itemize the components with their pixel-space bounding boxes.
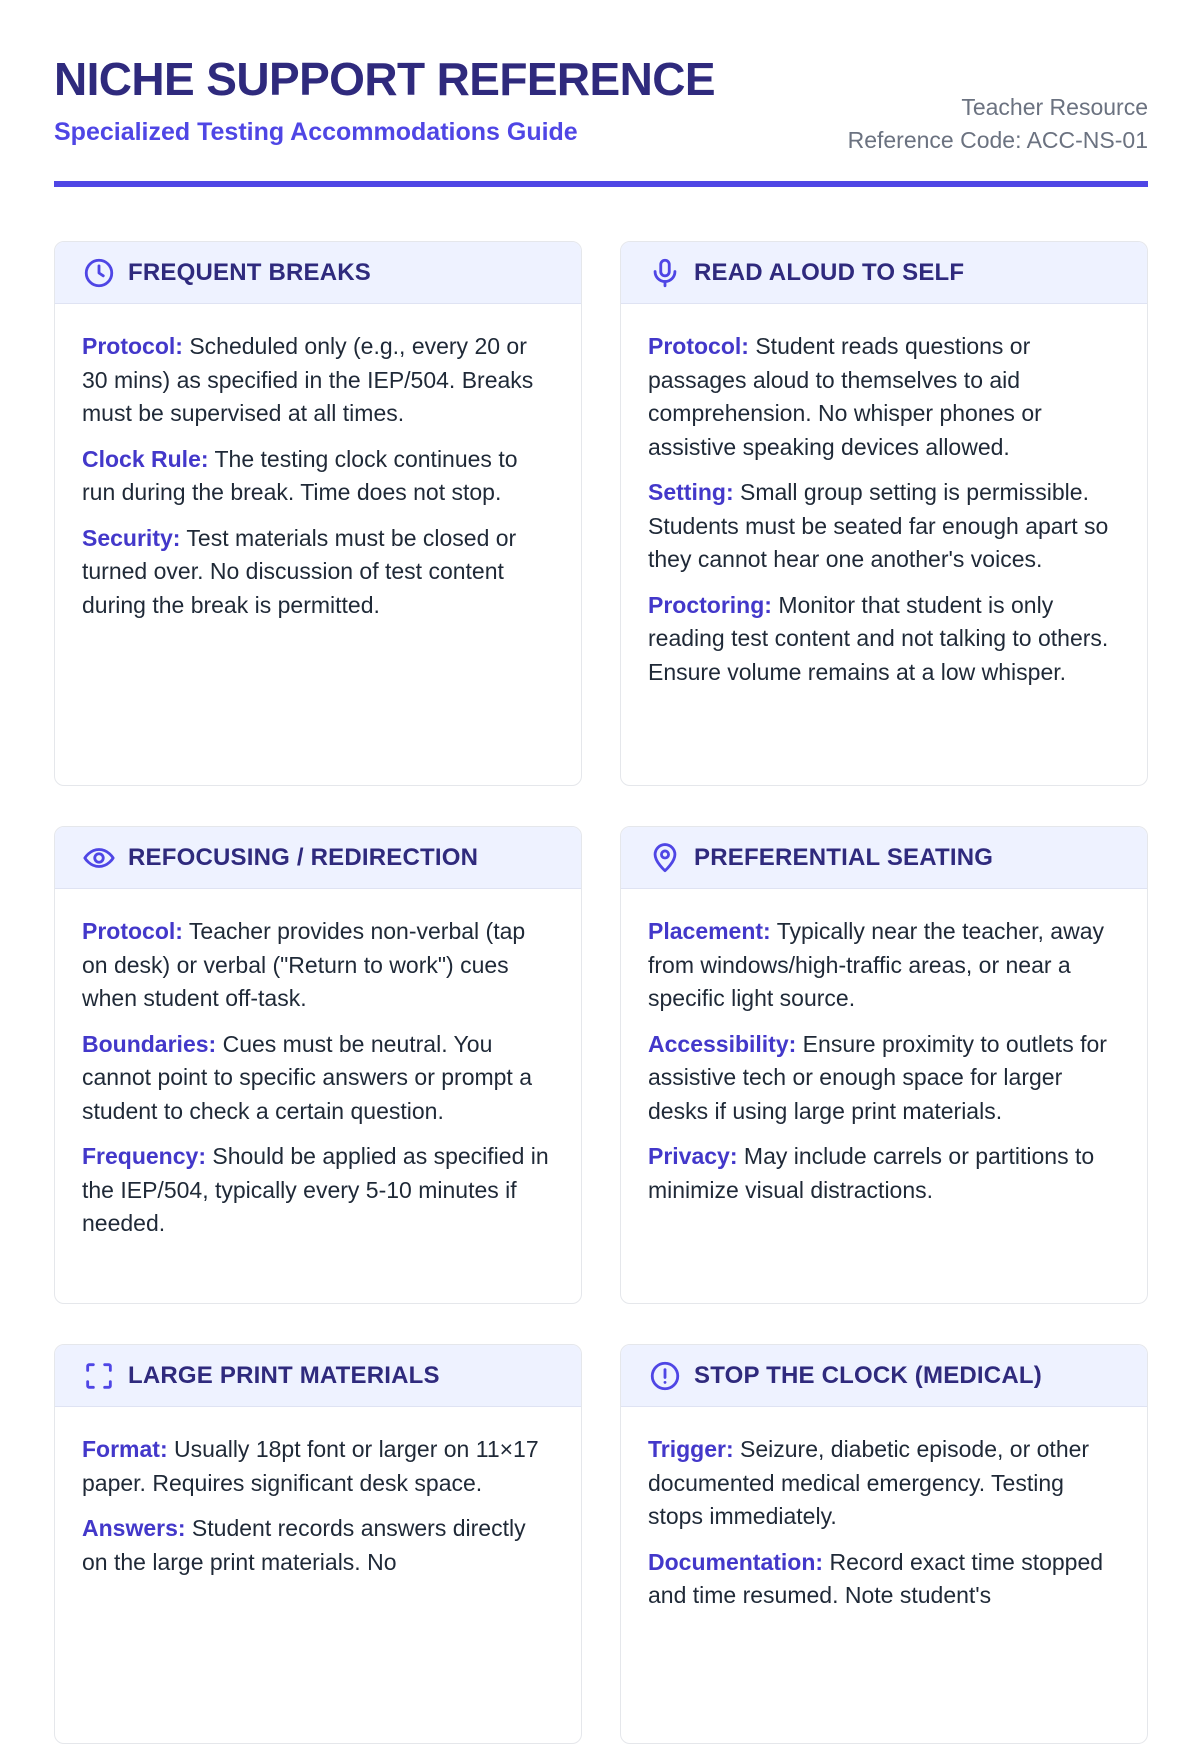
- para-text: Record exact time stopped and time resumed. Note student's: [648, 1548, 1104, 1608]
- reference-page: [54, 0, 1148, 1608]
- para-label: Trigger:: [648, 1436, 734, 1462]
- card-paragraph: [648, 1546, 1120, 1613]
- reference-code: Reference Code: ACC-NS-01: [847, 127, 1148, 153]
- card-title: READ ALOUD TO SELF: [694, 258, 965, 286]
- para-label: Boundaries:: [82, 1030, 217, 1057]
- card-title: STOP THE CLOCK (MEDICAL): [694, 1361, 1042, 1389]
- card-header: [55, 1345, 581, 1407]
- map-pin-icon: [648, 841, 682, 875]
- header-divider: [54, 181, 1148, 187]
- card-paragraph: [82, 1140, 554, 1241]
- microphone-icon: [648, 256, 682, 290]
- card-paragraph: [648, 1433, 1120, 1534]
- para-label: Clock Rule:: [82, 445, 209, 472]
- para-text: Student records answers directly on the large print materials. No: [82, 1515, 526, 1575]
- card-body: [55, 304, 581, 656]
- para-text: Teacher provides non-verbal (tap on desk) or verbal ("Return to work") cues when student off-task.: [82, 918, 526, 1011]
- card-large-print-materials: [54, 1344, 582, 1744]
- card-read-aloud-to-self: [620, 241, 1148, 786]
- alert-circle-icon: [648, 1359, 682, 1393]
- card-header: [621, 242, 1147, 304]
- card-header: [55, 827, 581, 889]
- card-body: [621, 304, 1147, 723]
- card-body: [55, 889, 581, 1275]
- card-title: PREFERENTIAL SEATING: [694, 843, 994, 871]
- card-header: [621, 827, 1147, 889]
- para-text: Cues must be neutral. You cannot point to specific answers or prompt a student to check a certain question.: [82, 1030, 533, 1124]
- eye-icon: [82, 841, 116, 875]
- para-text: The testing clock continues to run during the break. Time does not stop.: [82, 445, 518, 505]
- para-label: Setting:: [648, 479, 734, 505]
- card-header: [55, 242, 581, 304]
- para-label: Security:: [82, 524, 181, 551]
- card-body: [621, 1407, 1147, 1647]
- para-label: Placement:: [648, 918, 771, 944]
- para-label: Format:: [82, 1436, 168, 1462]
- card-paragraph: [82, 330, 554, 431]
- clock-icon: [82, 256, 116, 290]
- para-text: Seizure, diabetic episode, or other documented medical emergency. Testing stops immediately.: [648, 1436, 1090, 1529]
- para-label: Protocol:: [648, 333, 749, 359]
- accommodation-grid: [54, 241, 1148, 1744]
- card-paragraph: [82, 443, 554, 510]
- card-paragraph: [82, 915, 554, 1016]
- para-text: Small group setting is permissible. Students must be seated far enough apart so they cannot hear one another's voices.: [648, 479, 1109, 572]
- card-paragraph: [648, 915, 1120, 1016]
- para-text: Scheduled only (e.g., every 20 or 30 mins) as specified in the IEP/504. Breaks must be supervised at all times.: [82, 333, 534, 426]
- para-text: Monitor that student is only reading test content and not talking to others. Ensure volume remains at a low whisper.: [648, 591, 1109, 685]
- para-label: Documentation:: [648, 1548, 824, 1575]
- page-subtitle: Specialized Testing Accommodations Guide: [54, 118, 578, 146]
- para-label: Protocol:: [82, 918, 183, 944]
- card-stop-the-clock-medical: [620, 1344, 1148, 1744]
- card-frequent-breaks: [54, 241, 582, 786]
- para-text: Student reads questions or passages aloud to themselves to aid comprehension. No whisper phones or assistive speaking devices allowed.: [648, 333, 1042, 460]
- document-meta: [848, 91, 1148, 157]
- para-text: May include carrels or partitions to minimize visual distractions.: [648, 1143, 1095, 1203]
- card-paragraph: [648, 1140, 1120, 1207]
- para-text: Test materials must be closed or turned over. No discussion of test content during the break is permitted.: [82, 524, 517, 618]
- card-paragraph: [648, 330, 1120, 464]
- para-label: Proctoring:: [648, 591, 772, 618]
- para-text: Should be applied as specified in the IEP/504, typically every 5-10 minutes if needed.: [82, 1143, 549, 1236]
- para-text: Ensure proximity to outlets for assistive tech or enough space for larger desks if using large print materials.: [648, 1030, 1107, 1124]
- card-title: FREQUENT BREAKS: [128, 258, 372, 286]
- card-body: [621, 889, 1147, 1241]
- card-body: [55, 1407, 581, 1613]
- card-title: LARGE PRINT MATERIALS: [128, 1361, 440, 1389]
- card-refocusing-redirection: [54, 826, 582, 1304]
- maximize-icon: [82, 1359, 116, 1393]
- card-preferential-seating: [620, 826, 1148, 1304]
- resource-type: Teacher Resource: [961, 94, 1148, 120]
- card-header: [621, 1345, 1147, 1407]
- page-title: NICHE SUPPORT REFERENCE: [54, 53, 715, 105]
- para-label: Protocol:: [82, 333, 183, 359]
- para-text: Typically near the teacher, away from windows/high-traffic areas, or near a specific light source.: [648, 918, 1104, 1011]
- para-label: Frequency:: [82, 1143, 206, 1169]
- para-text: Usually 18pt font or larger on 11×17 paper. Requires significant desk space.: [82, 1436, 539, 1496]
- card-paragraph: [648, 589, 1120, 690]
- card-paragraph: [82, 1512, 554, 1579]
- card-title: REFOCUSING / REDIRECTION: [128, 843, 479, 871]
- page-header: [54, 0, 1148, 188]
- para-label: Answers:: [82, 1515, 186, 1541]
- card-paragraph: [648, 476, 1120, 577]
- card-paragraph: [82, 1433, 554, 1500]
- para-label: Accessibility:: [648, 1030, 797, 1057]
- para-label: Privacy:: [648, 1143, 738, 1169]
- card-paragraph: [82, 1028, 554, 1129]
- card-paragraph: [648, 1028, 1120, 1129]
- card-paragraph: [82, 522, 554, 623]
